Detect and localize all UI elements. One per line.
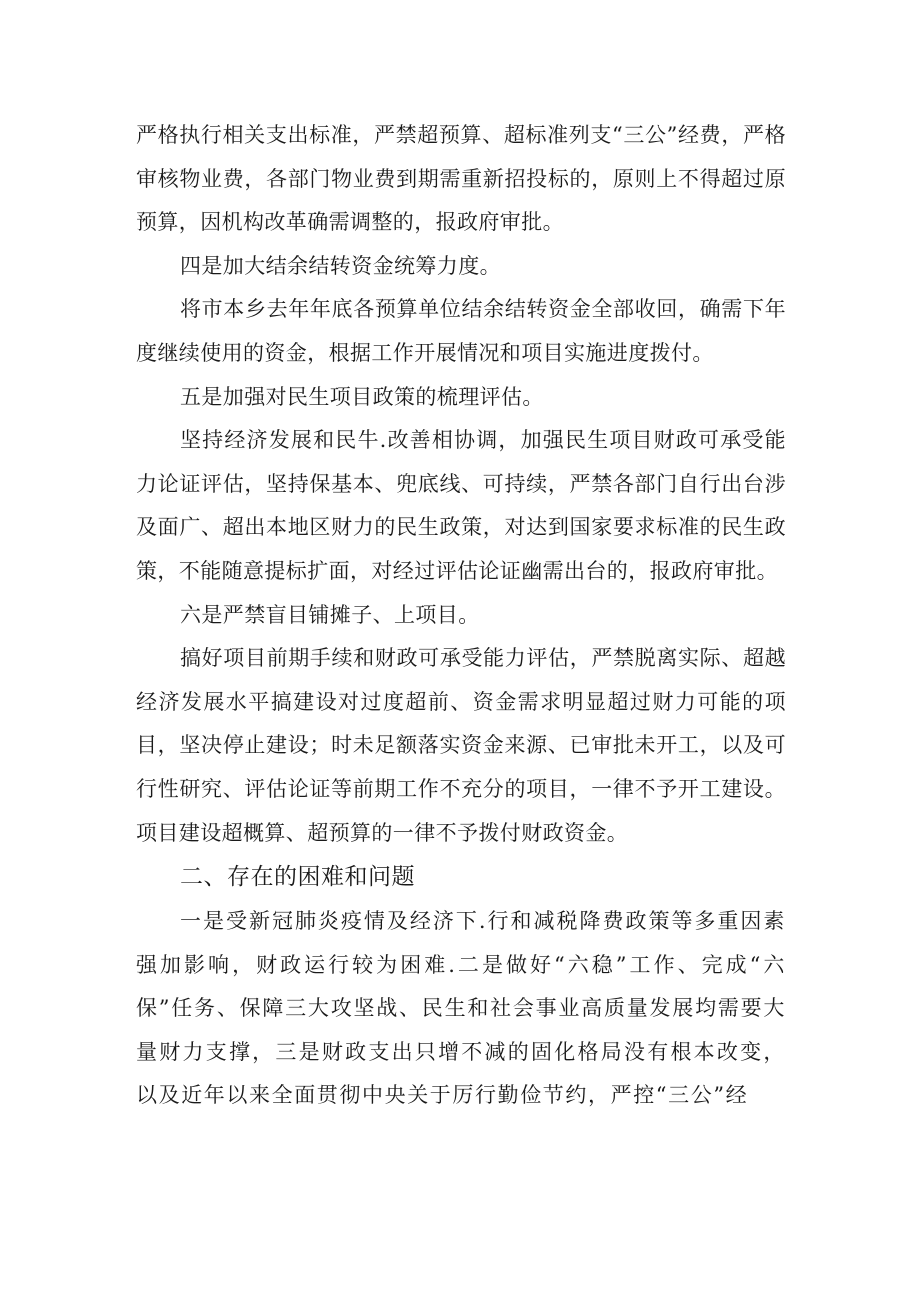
paragraph-heading-four: 四是加大结余结转资金统筹力度。 xyxy=(180,253,501,278)
paragraph-balance-funds: 将市本乡去年年底各预算单位结余结转资金全部收回，确需下年度继续使用的资金，根据工作开展情况和项目实施进度拨付。 xyxy=(136,297,786,365)
paragraph-livelihood-policy: 坚持经济发展和民牛.改善相协调，加强民生项目财政可承受能力论证评估，坚持保基本、兜底线、可持续，严禁各部门自行出台涉及面广、超出本地区财力的民生政策，对达到国家要求标准的民生政策，不能随意提标扩面，对经过评估论证幽需出台的，报政府审批。 xyxy=(136,428,786,583)
document-body xyxy=(136,114,786,1118)
section-heading: 二、存在的困难和问题 xyxy=(180,864,415,891)
paragraph-heading-six: 六是严禁盲目铺摊子、上项目。 xyxy=(180,602,480,627)
paragraph-project-control: 搞好项目前期手续和财政可承受能力评估，严禁脱离实际、超越经济发展水平搞建设对过度超前、资金需求明显超过财力可能的项目，坚决停止建设；时未足额落实资金来源、已审批未开工，以及可行性研究、评估论证等前期工作不充分的项目，一律不予开工建设。项目建设超概算、超预算的一律不予拨付财政资金。 xyxy=(136,646,786,845)
paragraph-difficulties: 一是受新冠肺炎疫情及经济下.行和减税降费政策等多重因素强加影响，财政运行较为困难.二是做好“六稳”工作、完成“六保”任务、保障三大攻坚战、民生和社会事业高质量发展均需要大量财力支撑，三是财政支出只增不减的固化格局没有根本改变，以及近年以来全面贯彻中央关于厉行勤俭节约，严控“三公”经 xyxy=(136,909,786,1108)
paragraph-heading-five: 五是加强对民生项目政策的梳理评估。 xyxy=(180,384,544,409)
paragraph-expense-standards: 严格执行相关支出标准，严禁超预算、超标准列支“三公”经费，严格审核物业费，各部门物业费到期需重新招投标的，原则上不得超过原预算，因机构改革确需调整的，报政府审批。 xyxy=(136,123,786,235)
